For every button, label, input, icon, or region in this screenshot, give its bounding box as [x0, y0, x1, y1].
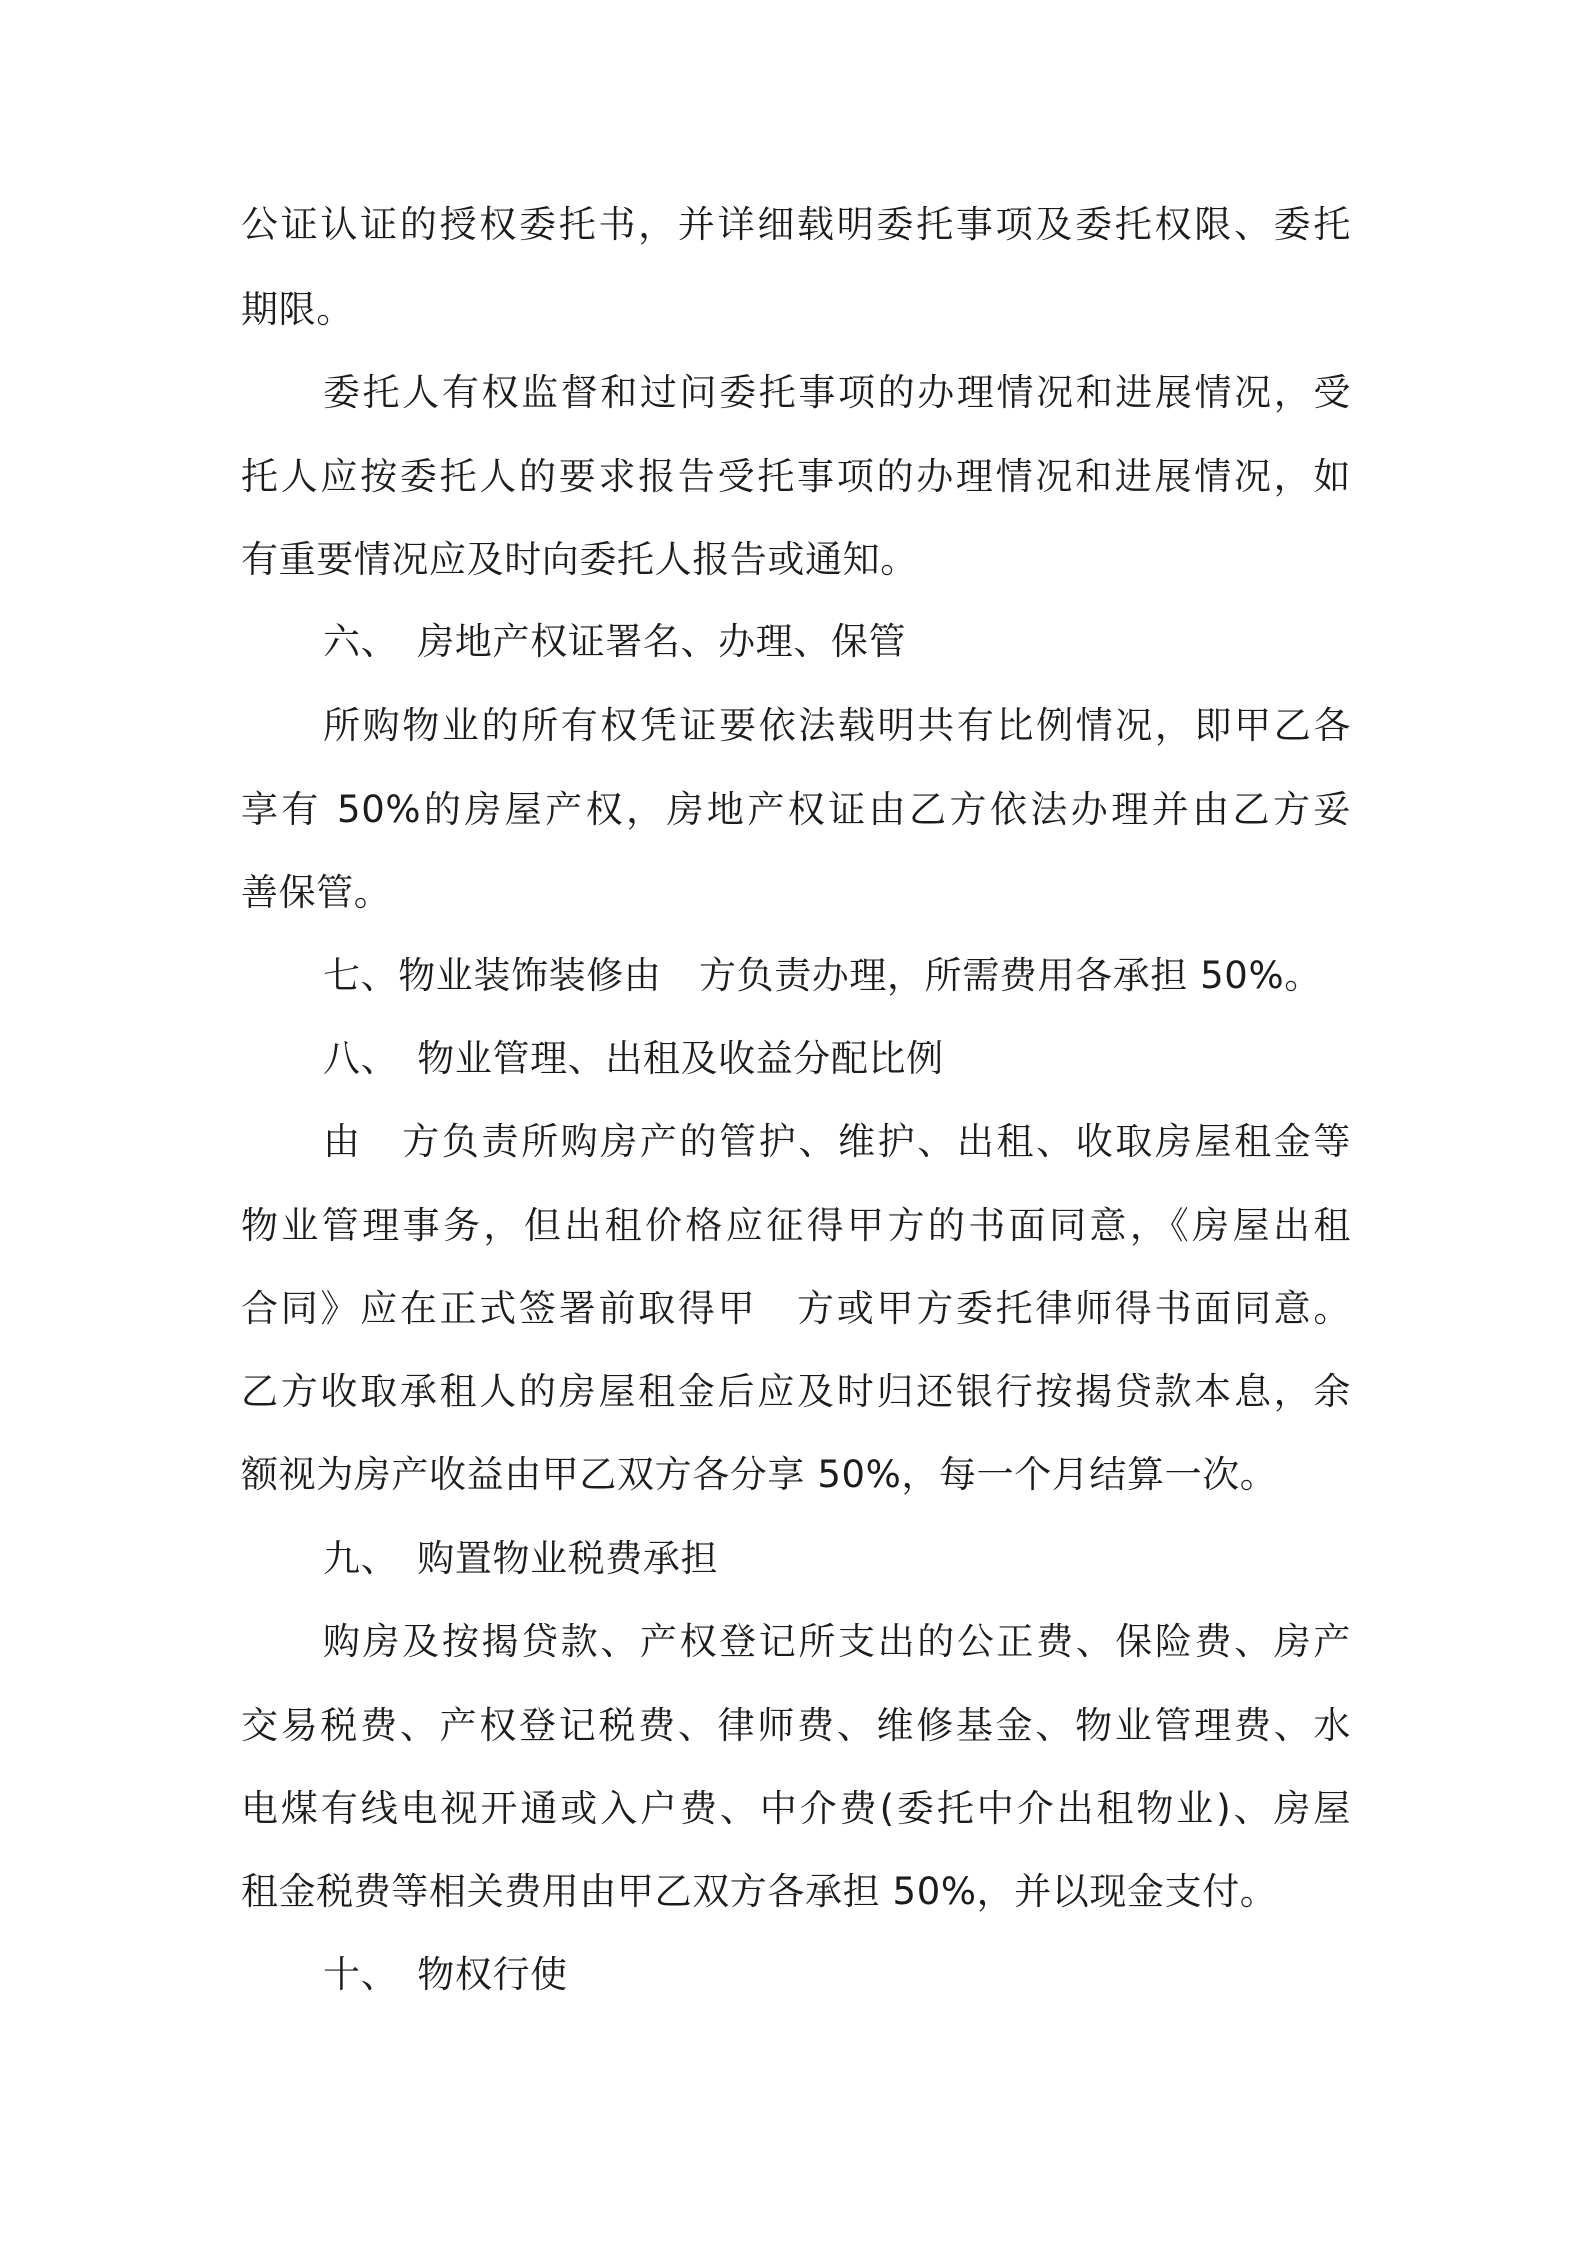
- text-line: 物业管理事务，但出租价格应征得甲方的书面同意，《房屋出租: [241, 1204, 1351, 1247]
- section-heading: 七、物业装饰装修由 方负责办理，所需费用各承担 50%。: [323, 954, 1322, 997]
- text-line: 交易税费、产权登记税费、律师费、维修基金、物业管理费、水: [241, 1704, 1351, 1747]
- text-line: 由 方负责所购房产的管护、维护、出租、收取房屋租金等: [323, 1120, 1351, 1163]
- text-line: 所购物业的所有权凭证要依法载明共有比例情况，即甲乙各: [323, 704, 1351, 747]
- section-heading: 六、 房地产权证署名、办理、保管: [323, 620, 907, 663]
- text-line: 期限。: [241, 288, 354, 331]
- text-line: 乙方收取承租人的房屋租金后应及时归还银行按揭贷款本息，余: [241, 1370, 1351, 1413]
- text-line: 公证认证的授权委托书，并详细载明委托事项及委托权限、委托: [241, 203, 1351, 246]
- text-line: 有重要情况应及时向委托人报告或通知。: [241, 538, 918, 581]
- text-line: 委托人有权监督和过问委托事项的办理情况和进展情况，受: [323, 371, 1351, 414]
- text-line: 享有 50%的房屋产权，房地产权证由乙方依法办理并由乙方妥: [241, 788, 1351, 831]
- section-heading: 十、 物权行使: [323, 1953, 568, 1996]
- section-heading: 九、 购置物业税费承担: [323, 1537, 719, 1580]
- text-line: 额视为房产收益由甲乙双方各分享 50%，每一个月结算一次。: [241, 1453, 1278, 1496]
- text-line: 善保管。: [241, 871, 392, 914]
- text-line: 租金税费等相关费用由甲乙双方各承担 50%，并以现金支付。: [241, 1870, 1278, 1913]
- text-line: 电煤有线电视开通或入户费、中介费(委托中介出租物业)、房屋: [241, 1787, 1351, 1830]
- text-line: 购房及按揭贷款、产权登记所支出的公正费、保险费、房产: [323, 1620, 1351, 1663]
- text-line: 合同》应在正式签署前取得甲 方或甲方委托律师得书面同意。: [241, 1287, 1351, 1330]
- text-line: 托人应按委托人的要求报告受托事项的办理情况和进展情况，如: [241, 455, 1351, 498]
- section-heading: 八、 物业管理、出租及收益分配比例: [323, 1037, 944, 1080]
